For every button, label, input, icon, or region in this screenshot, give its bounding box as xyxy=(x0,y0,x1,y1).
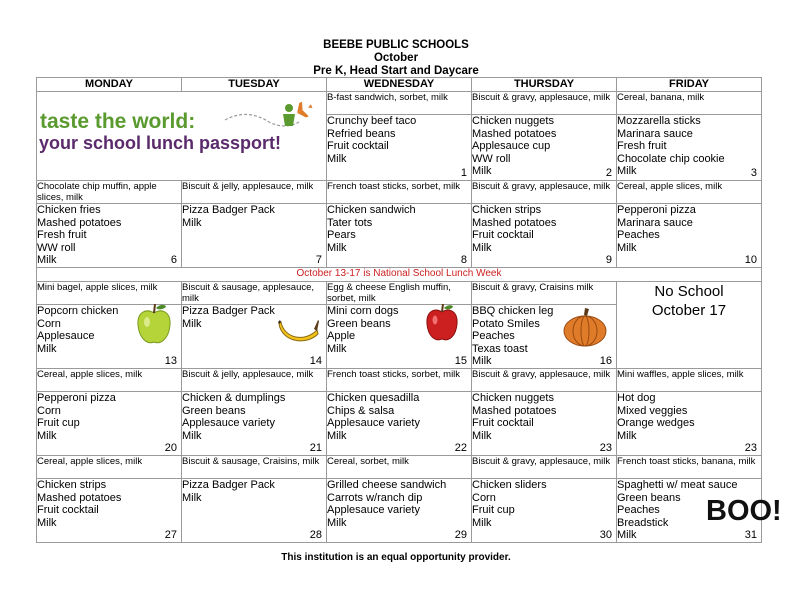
lunch-cell xyxy=(617,392,762,456)
menu-item: Grilled cheese sandwich xyxy=(327,479,447,491)
passport-logo xyxy=(37,100,326,156)
menu-item: Chicken & dumplings xyxy=(182,392,286,404)
menu-item: Spaghetti w/ meat sauce xyxy=(617,479,738,491)
menu-item: Potato Smiles xyxy=(472,317,540,330)
menu-item: Chicken sandwich xyxy=(327,204,416,216)
day-number: 9 xyxy=(605,254,612,266)
menu-item: Carrots w/ranch dip xyxy=(327,491,423,504)
banana-icon xyxy=(278,312,320,344)
breakfast-cell: Cereal, apple slices, milk xyxy=(37,369,182,392)
breakfast-cell: Cereal, sorbet, milk xyxy=(327,456,472,479)
day-number: 27 xyxy=(164,529,177,541)
menu-item: Popcorn chicken xyxy=(37,305,119,317)
menu-item: Chicken fries xyxy=(37,204,101,216)
menu-item: Refried beans xyxy=(327,127,396,140)
menu-item: Chicken sliders xyxy=(472,479,547,491)
menu-item: Chicken strips xyxy=(37,479,107,491)
menu-item: Corn xyxy=(37,317,61,330)
menu-item: Applesauce variety xyxy=(327,417,420,430)
menu-item: Milk xyxy=(617,429,637,442)
menu-item: Pepperoni pizza xyxy=(617,204,696,216)
menu-item: Fruit cocktail xyxy=(327,140,389,153)
menu-item: Milk xyxy=(617,241,637,254)
day-number: 21 xyxy=(309,442,322,454)
menu-item: Milk xyxy=(472,165,492,178)
lunch-cell xyxy=(472,115,617,181)
lunch-row xyxy=(37,204,762,268)
breakfast-cell: Biscuit & gravy, Craisins milk xyxy=(472,282,617,305)
breakfast-cell: French toast sticks, sorbet, milk xyxy=(327,369,472,392)
lunch-cell xyxy=(327,204,472,268)
menu-item: Milk xyxy=(327,342,347,355)
day-number: 31 xyxy=(744,529,757,541)
breakfast-cell: Biscuit & gravy, applesauce, milk xyxy=(472,456,617,479)
menu-item: Milk xyxy=(327,152,347,165)
no-school-cell xyxy=(617,282,762,369)
lunch-week-banner: October 13-17 is National School Lunch Week xyxy=(37,268,762,282)
globe-figure-icon xyxy=(283,104,295,126)
menu-item: Chicken strips xyxy=(472,204,542,216)
day-number: 22 xyxy=(454,442,467,454)
menu-item: Mashed potatoes xyxy=(472,127,557,140)
day-header-tuesday: TUESDAY xyxy=(182,78,327,92)
breakfast-cell: Biscuit & sausage, Craisins, milk xyxy=(182,456,327,479)
green-apple-icon xyxy=(136,302,172,346)
menu-item: WW roll xyxy=(472,152,511,165)
menu-item: Crunchy beef taco xyxy=(327,115,417,127)
day-number: 2 xyxy=(605,167,612,179)
month-title: October xyxy=(373,52,419,64)
program-title: Pre K, Head Start and Daycare xyxy=(313,65,479,77)
breakfast-cell: Cereal, banana, milk xyxy=(617,92,762,115)
lunch-cell xyxy=(182,392,327,456)
menu-item: Milk xyxy=(472,241,492,254)
lunch-row xyxy=(37,479,762,543)
menu-item: Hot dog xyxy=(617,392,656,404)
menu-item: Milk xyxy=(472,429,492,442)
day-header-row xyxy=(37,78,762,92)
lunch-row xyxy=(37,392,762,456)
menu-item: Fruit cup xyxy=(472,504,515,517)
district-title: BEEBE PUBLIC SCHOOLS xyxy=(323,39,469,51)
breakfast-cell: Cereal, apple slices, milk xyxy=(37,456,182,479)
menu-item: Milk xyxy=(182,317,202,330)
menu-item: Milk xyxy=(37,254,57,267)
menu-item: Mashed potatoes xyxy=(472,404,557,417)
breakfast-cell: Chocolate chip muffin, apple slices, milk xyxy=(37,181,182,204)
lunch-cell xyxy=(327,479,472,543)
menu-item: Peaches xyxy=(617,504,660,517)
day-header-monday: MONDAY xyxy=(37,78,182,92)
menu-item: Pizza Badger Pack xyxy=(182,204,275,216)
menu-item: Pears xyxy=(327,229,356,242)
menu-item: Milk xyxy=(182,491,202,504)
menu-item: Green beans xyxy=(617,491,681,504)
menu-item: Fruit cocktail xyxy=(472,417,534,430)
day-number: 23 xyxy=(599,442,612,454)
menu-item: Fruit cocktail xyxy=(37,504,99,517)
menu-item: Green beans xyxy=(327,317,391,330)
menu-item: Apple xyxy=(327,330,356,343)
day-number: 16 xyxy=(599,355,612,367)
menu-item: Marinara sauce xyxy=(617,216,693,229)
menu-item: Chips & salsa xyxy=(327,404,395,417)
lunch-cell xyxy=(617,204,762,268)
menu-item: Milk xyxy=(327,516,347,529)
breakfast-cell: Biscuit & sausage, applesauce, milk xyxy=(182,282,327,305)
menu-item: BBQ chicken leg xyxy=(472,305,554,317)
lunch-cell xyxy=(472,479,617,543)
menu-item: Fruit cocktail xyxy=(472,229,534,242)
menu-item: Breadstick xyxy=(617,516,669,529)
menu-item: Applesauce cup xyxy=(472,140,551,153)
menu-item: Pepperoni pizza xyxy=(37,392,116,404)
breakfast-cell: Biscuit & jelly, applesauce, milk xyxy=(182,181,327,204)
day-header-friday: FRIDAY xyxy=(617,78,762,92)
menu-item: Green beans xyxy=(182,404,246,417)
day-number: 7 xyxy=(315,254,322,266)
menu-item: Mashed potatoes xyxy=(37,216,122,229)
breakfast-cell: Biscuit & gravy, applesauce, milk xyxy=(472,181,617,204)
logo-line2: your school lunch passport! xyxy=(39,133,282,153)
lunch-cell xyxy=(472,204,617,268)
menu-item: Peaches xyxy=(617,229,660,242)
breakfast-cell: B-fast sandwich, sorbet, milk xyxy=(327,92,472,115)
day-number: 23 xyxy=(744,442,757,454)
breakfast-row xyxy=(37,369,762,392)
breakfast-cell: Biscuit & gravy, applesauce, milk xyxy=(472,369,617,392)
menu-item: Marinara sauce xyxy=(617,127,693,140)
menu-item: Mini corn dogs xyxy=(327,305,399,317)
breakfast-cell: Biscuit & jelly, applesauce, milk xyxy=(182,369,327,392)
lunch-cell xyxy=(327,392,472,456)
menu-item: Mashed potatoes xyxy=(472,216,557,229)
menu-item: Milk xyxy=(472,516,492,529)
banner-row xyxy=(37,268,762,282)
menu-item: Chocolate chip cookie xyxy=(617,152,725,165)
day-number: 13 xyxy=(164,355,177,367)
breakfast-cell: Cereal, apple slices, milk xyxy=(617,181,762,204)
breakfast-row xyxy=(37,456,762,479)
red-apple-icon xyxy=(425,303,459,343)
menu-item: Texas toast xyxy=(472,342,528,355)
boo-text: BOO! xyxy=(706,495,782,527)
boo-graphic xyxy=(704,490,782,527)
menu-item: Applesauce variety xyxy=(182,417,275,430)
breakfast-row xyxy=(37,181,762,204)
menu-item: Fruit cup xyxy=(37,417,80,430)
footer-note: This institution is an equal opportunity provider. xyxy=(281,552,511,563)
day-number: 20 xyxy=(164,442,177,454)
day-number: 15 xyxy=(454,355,467,367)
day-number: 8 xyxy=(460,254,467,266)
day-number: 6 xyxy=(170,254,177,266)
menu-item: Milk xyxy=(327,241,347,254)
menu-item: Corn xyxy=(472,491,496,504)
menu-item: Mixed veggies xyxy=(617,404,688,417)
menu-item: Milk xyxy=(617,165,637,178)
day-number: 10 xyxy=(744,254,757,266)
lunch-cell xyxy=(327,115,472,181)
breakfast-cell: French toast sticks, sorbet, milk xyxy=(327,181,472,204)
menu-item: WW roll xyxy=(37,241,76,254)
menu-item: Pizza Badger Pack xyxy=(182,305,275,317)
menu-item: Corn xyxy=(37,404,61,417)
lunch-cell xyxy=(182,204,327,268)
lunch-cell xyxy=(37,392,182,456)
no-school-date: October 17 xyxy=(651,302,727,319)
lunch-cell xyxy=(182,479,327,543)
menu-item: Milk xyxy=(472,355,492,368)
menu-item: Pizza Badger Pack xyxy=(182,479,275,491)
menu-item: Fresh fruit xyxy=(617,140,667,153)
menu-item: Milk xyxy=(37,516,57,529)
menu-item: Chicken quesadilla xyxy=(327,392,420,404)
day-header-thursday: THURSDAY xyxy=(472,78,617,92)
menu-item: Tater tots xyxy=(327,216,373,229)
lunch-cell xyxy=(617,115,762,181)
day-number: 30 xyxy=(599,529,612,541)
logo-line1: taste the world: xyxy=(40,110,196,133)
day-number: 28 xyxy=(309,529,322,541)
lunch-cell xyxy=(472,392,617,456)
lunch-cell xyxy=(37,479,182,543)
pumpkin-icon xyxy=(562,307,608,347)
menu-item: Milk xyxy=(37,429,57,442)
menu-item: Chicken nuggets xyxy=(472,115,554,127)
menu-item: Fresh fruit xyxy=(37,229,87,242)
breakfast-cell: Egg & cheese English muffin, sorbet, milk xyxy=(327,282,472,305)
menu-item: Applesauce variety xyxy=(327,504,420,517)
menu-item: Mashed potatoes xyxy=(37,491,122,504)
menu-item: Milk xyxy=(182,429,202,442)
breakfast-cell: Mini waffles, apple slices, milk xyxy=(617,369,762,392)
menu-item: Milk xyxy=(182,216,202,229)
day-number: 3 xyxy=(750,167,757,179)
lunch-cell xyxy=(37,204,182,268)
menu-item: Milk xyxy=(37,342,57,355)
menu-item: Milk xyxy=(617,529,637,542)
day-number: 29 xyxy=(454,529,467,541)
day-number: 1 xyxy=(460,167,467,179)
no-school-label: No School xyxy=(654,283,724,300)
breakfast-cell: French toast sticks, banana, milk xyxy=(617,456,762,479)
menu-item: Mozzarella sticks xyxy=(617,115,701,127)
breakfast-cell: Biscuit & gravy, applesauce, milk xyxy=(472,92,617,115)
menu-item: Applesauce xyxy=(37,330,95,343)
breakfast-cell: Mini bagel, apple slices, milk xyxy=(37,282,182,305)
menu-item: Peaches xyxy=(472,330,515,343)
day-number: 14 xyxy=(309,355,322,367)
day-header-wednesday: WEDNESDAY xyxy=(327,78,472,92)
menu-item: Chicken nuggets xyxy=(472,392,554,404)
menu-item: Milk xyxy=(327,429,347,442)
menu-item: Orange wedges xyxy=(617,417,695,430)
